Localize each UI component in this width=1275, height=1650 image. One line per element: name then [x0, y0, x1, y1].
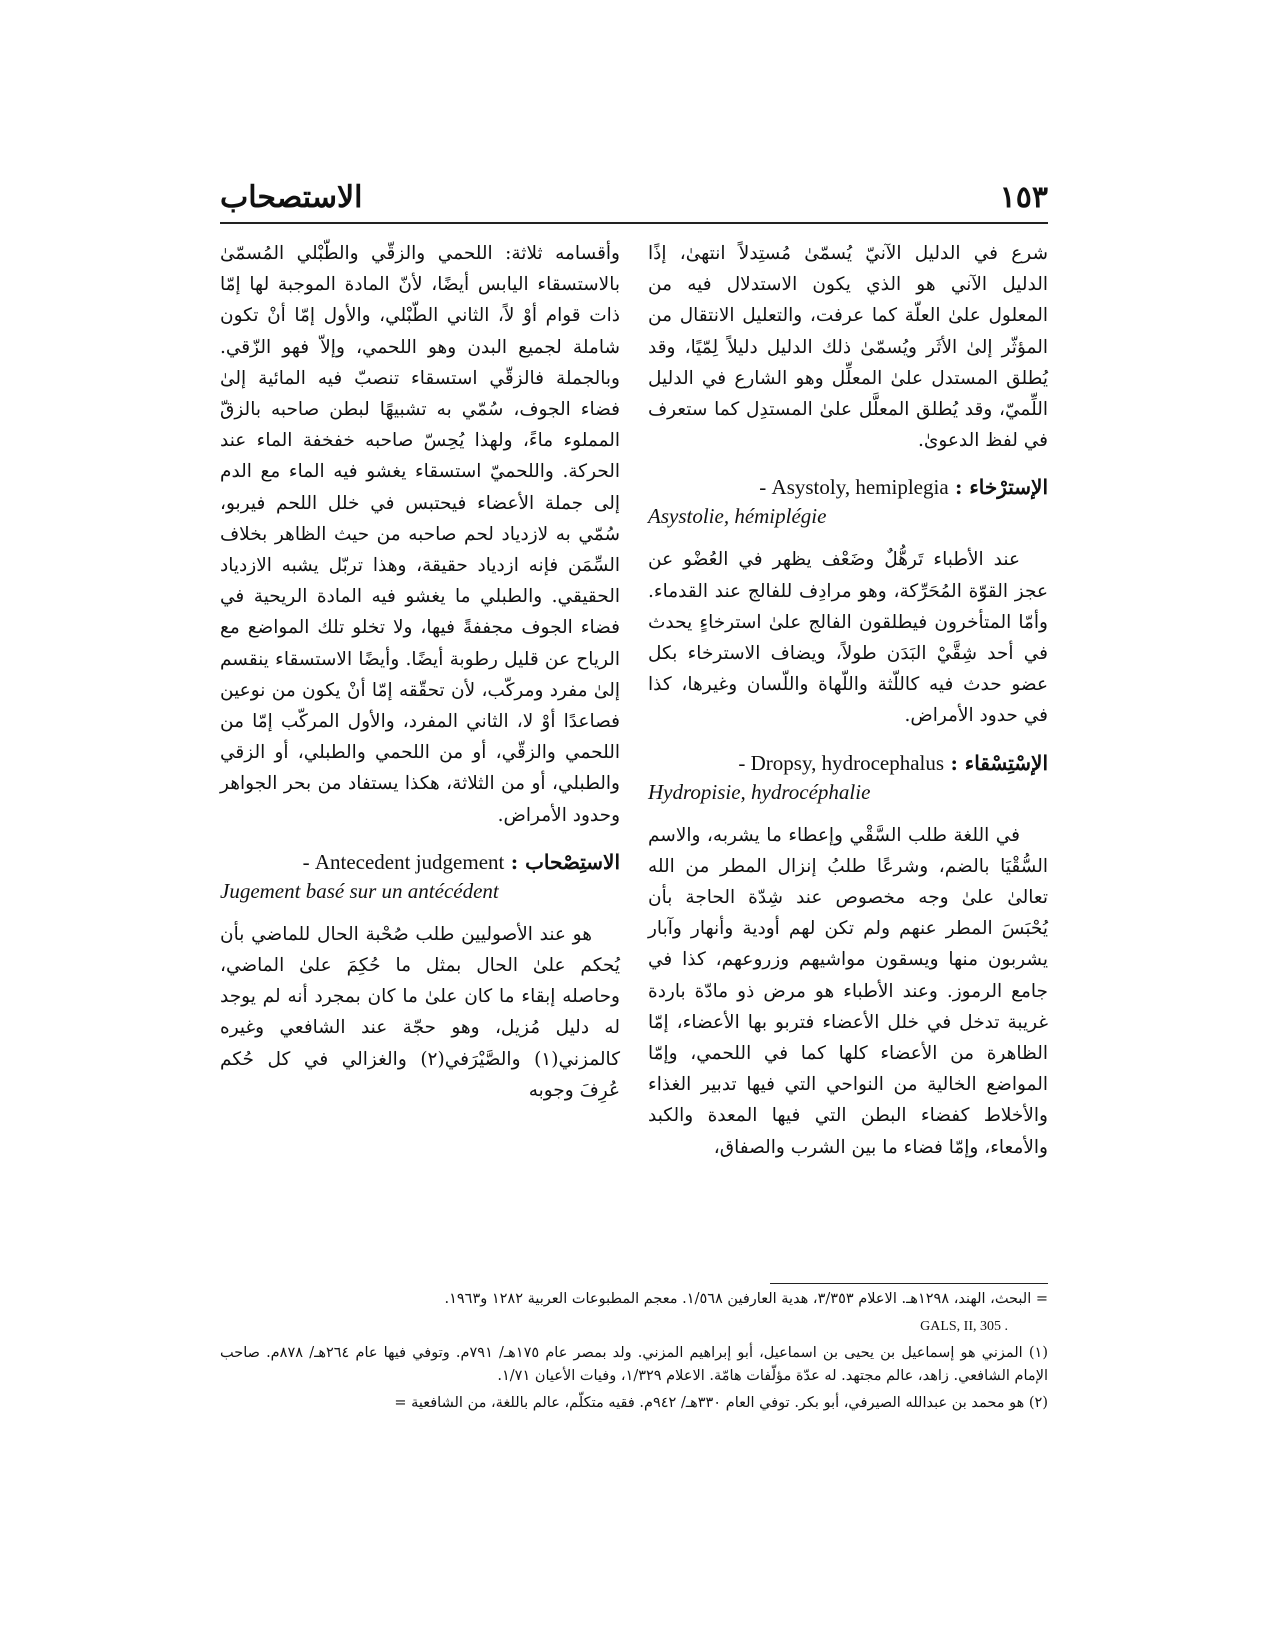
footnote-1: (١) المزني هو إسماعيل بن يحيى بن اسماعيل، أبو إبراهيم المزني. ولد بمصر عام ١٧٥هـ/ ٧٩١م. وتوفي فيها عام ٢٦٤هـ/ ٨٧٨م. صاحب الإمام الشافعي. زاهد، عالم مجتهد. له عدّة مؤلّفات هامّة. الاعلام ١/٣٢٩، وفيات الأعيان ١/٧١.	[220, 1345, 1048, 1384]
entry-term-english: - Dropsy, hydrocephalus	[738, 750, 945, 775]
entry-term-english: - Antecedent judgement	[302, 849, 505, 874]
running-title: الاستصحاب	[220, 180, 363, 215]
footnotes	[220, 1288, 1048, 1419]
header-rule	[220, 222, 1048, 224]
entry-term-arabic: الإسترْخاء :	[955, 475, 1048, 500]
entry-term-french: Jugement basé sur un antécédent	[220, 878, 499, 903]
entry-term-arabic: الإسْتِسْقاء :	[950, 750, 1048, 775]
right-column	[648, 238, 1048, 1163]
footnote-2: (٢) هو محمد بن عبدالله الصيرفي، أبو بكر. توفي العام ٣٣٠هـ/ ٩٤٢م. فقيه متكلّم، عالم باللغة، من الشافعية =	[394, 1395, 1048, 1411]
entry-term-french: Hydropisie, hydrocéphalie	[648, 779, 871, 804]
entry-term-english: - Asystoly, hemiplegia	[759, 475, 949, 500]
entry-heading-istirkha	[648, 472, 1048, 530]
page-number: ١٥٣	[999, 180, 1048, 215]
footnote-rule	[770, 1283, 1048, 1284]
paragraph: شرع في الدليل الآنيّ يُسمّىٰ مُستِدلاً انتهىٰ، إذًا الدليل الآني هو الذي يكون الاستدلال فيه من المعلول علىٰ العلّة كما عرفت، والتعليل الانتقال من المؤثّر إلىٰ الأثَر ويُسمّىٰ ذلك الدليل دليلاً لِمّيًا، وقد يُطلق المستدل علىٰ المعلِّل وهو الشارع في الدليل اللِّميّ، وقد يُطلق المعلَّل علىٰ المستدِل كما ستعرف في لفظ الدعوىٰ.	[648, 243, 1048, 452]
entry-term-arabic: الاستِصْحاب :	[510, 849, 620, 874]
footnote-reference: GALS, II, 305 .	[920, 1319, 1008, 1334]
paragraph: هو عند الأصوليين طلب صُحْبة الحال للماضي بأن يُحكم علىٰ الحال بمثل ما حُكِمَ علىٰ الماضي، وحاصله إبقاء ما كان علىٰ ما كان بمجرد أنه لم يوجد له دليل مُزيل، وهو حجّة عند الشافعي وغيره كالمزني(١) والصَّيْرَفي(٢) والغزالي في كل حُكم عُرِفَ وجوبه	[220, 923, 621, 1101]
page-header	[220, 180, 1048, 224]
entry-heading-istisqa	[648, 748, 1048, 806]
paragraph: في اللغة طلب السَّقْي وإعطاء ما يشربه، والاسم السُّقْيَا بالضم، وشرعًا طلبُ إنزال المطر من الله تعالىٰ علىٰ وجه مخصوص عند شِدّة الحاجة بأن يُحْبَسَ المطر عنهم ولم تكن لهم أودية وأنهار وآبار يشربون منها ويسقون مواشيهم وزروعهم، كذا في جامع الرموز. وعند الأطباء هو مرض ذو مادّة باردة غريبة تدخل في خلل الأعضاء فتربو بها الأعضاء، إمّا الظاهرة من الأعضاء كلها كما في اللحمي، وإمّا المواضع الخالية من النواحي التي فيها تدبير الغذاء والأخلاط كفضاء البطن التي فيها المعدة والكبد والأمعاء، وإمّا فضاء ما بين الشرب والصفاق،	[648, 824, 1048, 1158]
left-column	[220, 238, 620, 1106]
entry-term-french: Asystolie, hémiplégie	[648, 504, 827, 529]
paragraph: وأقسامه ثلاثة: اللحمي والزقّي والطّبْلي المُسمّىٰ بالاستسقاء اليابس أيضًا، لأنّ المادة الموجبة لها إمّا ذات قوام أوْ لاً، الثاني الطّبْلي، والأول إمّا أنْ تكون شاملة لجميع البدن وهو اللحمي، وإلاّ فهو الزّقي. وبالجملة فالزقّي استسقاء تنصبّ فيه المائية إلىٰ فضاء الجوف، سُمّي به تشبيهًا لبطن صاحبه بالزقّ المملوء ماءً، ولهذا يُحِسّ صاحبه خفخفة الماء عند الحركة. واللحميّ استسقاء يغشو فيه الماء مع الدم إلى جملة الأعضاء فيحتبس في خلل اللحم فيربو، سُمّي به لازدياد لحم صاحبه من حيث الظاهر بخلاف السِّمَن فإنه ازدياد حقيقة، وهذا تربّل يشبه الازدياد الحقيقي. والطبلي ما يغشو فيه المادة الريحية في فضاء الجوف مجففةً فيها، ولا تخلو تلك المواضع مع الرياح عن قليل رطوبة أيضًا. وأيضًا الاستسقاء ينقسم إلىٰ مفرد ومركّب، لأن تحقّقه إمّا أنْ يكون من نوعين فصاعدًا أوْ لا، الثاني المفرد، والأول المركّب إمّا من اللحمي والزقّي، أو من اللحمي والطبلي، أو الزقي والطبلي، أو من الثلاثة، هكذا يستفاد من بحر الجواهر وحدود الأمراض.	[220, 243, 620, 826]
footnote-continuation: = البحث، الهند، ١٢٩٨هـ. الاعلام ٣/٣٥٣، هدية العارفين ١/٥٦٨. معجم المطبوعات العربية ١٢٨٢ و١٩٦٣.	[444, 1291, 1048, 1307]
paragraph: عند الأطباء تَرهُّلٌ وضَعْف يظهر في العُضْو عن عجز القوّة المُحَرِّكة، وهو مرادِف للفالج عند القدماء. وأمّا المتأخرون فيطلقون الفالج علىٰ استرخاءٍ يحدث في أحد شِقَّيْ البَدَن طولاً، ويضاف الاسترخاء بكل عضو حدث فيه كاللّثة واللّهاة واللّسان وغيرها، كذا في حدود الأمراض.	[648, 549, 1048, 727]
entry-heading-istishab	[220, 847, 620, 905]
